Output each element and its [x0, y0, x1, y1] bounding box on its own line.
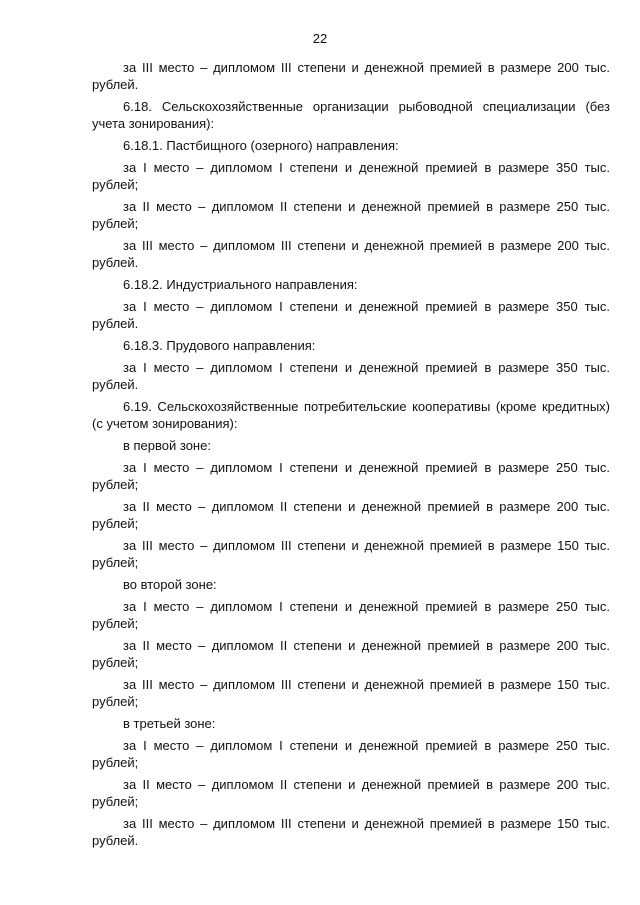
- paragraph: за I место – дипломом I степени и денежной премией в размере 350 тыс. рублей;: [92, 160, 610, 192]
- paragraph: за III место – дипломом III степени и денежной премией в размере 200 тыс. рублей.: [92, 60, 610, 92]
- section-heading: 6.19. Сельскохозяйственные потребительские кооперативы (кроме кредитных) (с учетом зонирования):: [92, 399, 610, 431]
- paragraph: за III место – дипломом III степени и денежной премией в размере 150 тыс. рублей;: [92, 538, 610, 570]
- paragraph: за III место – дипломом III степени и денежной премией в размере 200 тыс. рублей.: [92, 238, 610, 270]
- section-heading: 6.18. Сельскохозяйственные организации рыбоводной специализации (без учета зонирования):: [92, 99, 610, 131]
- paragraph: за I место – дипломом I степени и денежной премией в размере 250 тыс. рублей;: [92, 460, 610, 492]
- paragraph: за I место – дипломом I степени и денежной премией в размере 350 тыс. рублей.: [92, 299, 610, 331]
- paragraph: за III место – дипломом III степени и денежной премией в размере 150 тыс. рублей;: [92, 677, 610, 709]
- page-number: 22: [312, 31, 328, 46]
- subsection-heading: 6.18.3. Прудового направления:: [123, 338, 316, 353]
- paragraph: за III место – дипломом III степени и денежной премией в размере 150 тыс. рублей.: [92, 816, 610, 848]
- paragraph: за II место – дипломом II степени и денежной премией в размере 200 тыс. рублей;: [92, 777, 610, 809]
- zone-heading: в первой зоне:: [123, 438, 211, 453]
- paragraph: за I место – дипломом I степени и денежной премией в размере 250 тыс. рублей;: [92, 738, 610, 770]
- paragraph: за II место – дипломом II степени и денежной премией в размере 250 тыс. рублей;: [92, 199, 610, 231]
- subsection-heading: 6.18.1. Пастбищного (озерного) направления:: [123, 138, 399, 153]
- zone-heading: в третьей зоне:: [123, 716, 216, 731]
- paragraph: за II место – дипломом II степени и денежной премией в размере 200 тыс. рублей;: [92, 638, 610, 670]
- subsection-heading: 6.18.2. Индустриального направления:: [123, 277, 358, 292]
- zone-heading: во второй зоне:: [123, 577, 217, 592]
- paragraph: за II место – дипломом II степени и денежной премией в размере 200 тыс. рублей;: [92, 499, 610, 531]
- paragraph: за I место – дипломом I степени и денежной премией в размере 350 тыс. рублей.: [92, 360, 610, 392]
- paragraph: за I место – дипломом I степени и денежной премией в размере 250 тыс. рублей;: [92, 599, 610, 631]
- document-body: [92, 59, 610, 854]
